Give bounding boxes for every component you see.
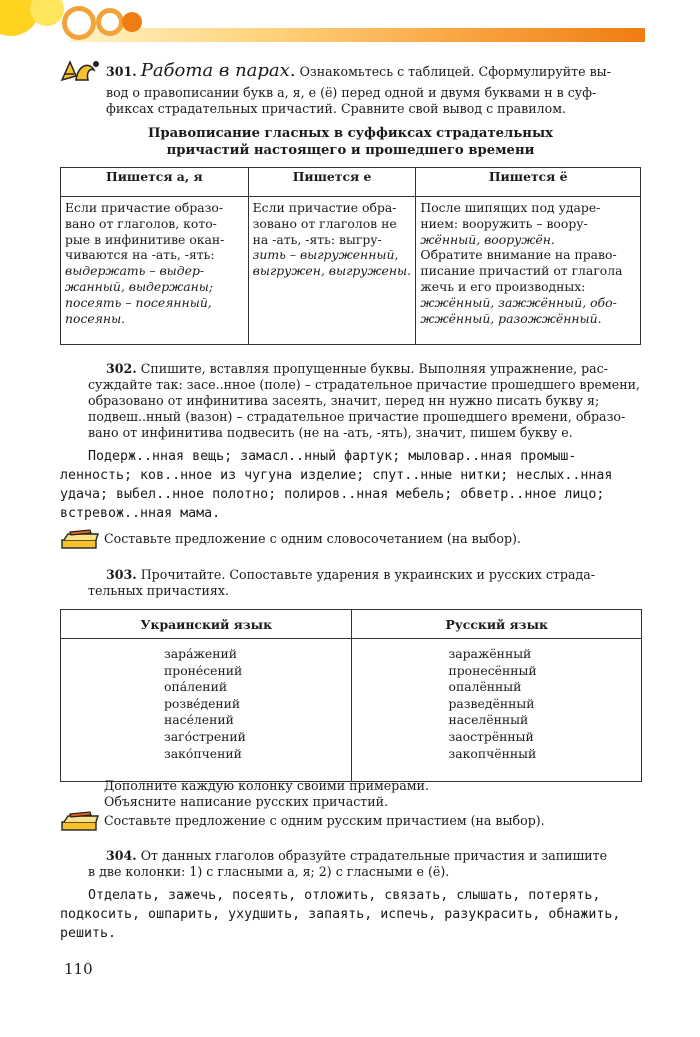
cell-line: жжённый, зажжённый, обо- [420, 294, 617, 310]
ukrainian-word: проне́сений [164, 662, 243, 678]
spelling-rule-table [60, 167, 641, 345]
ex302-line: вано от инфинитива подвесить (не на -ать, -ять), значит, пишем букву е. [88, 425, 573, 440]
cell-line: посеяны. [65, 310, 126, 326]
ex302-number: 302. [106, 361, 137, 376]
ex301-intro-line1: Ознакомьтесь с таблицей. Сформулируйте вы- [299, 64, 611, 79]
ex302-line: образовано от инфинитива засеять, значит, перед нн нужно писать букву я; [88, 393, 600, 408]
cell-line: рые в инфинитиве окан- [65, 231, 225, 247]
ex303-after-line: Дополните каждую колонку своими примерами. [104, 778, 429, 793]
cell-line: Если причастие обра- [252, 200, 397, 215]
table1-title [60, 125, 641, 159]
russian-word: опалённый [448, 679, 522, 695]
cell-line: зовано от глаголов не [252, 215, 397, 231]
ex302-exercise-line: удача; выбел..нное полотно; полиров..нная мебель; обветр..нное лицо; [60, 487, 605, 502]
page-number: 110 [64, 960, 93, 978]
table1-body-row [61, 197, 641, 345]
russian-word: заострённый [448, 728, 534, 744]
table1-header: Пишется а, я [61, 168, 249, 197]
cell-line: жанный, выдержаны; [65, 278, 214, 294]
ex301-intro-line2: вод о правописании букв а, я, е (ё) перед одной и двумя буквами н в суф- [106, 85, 597, 100]
russian-column [352, 639, 642, 782]
pair-work-icon [60, 58, 100, 84]
russian-word: закопчённый [448, 745, 537, 761]
table2-header-row [61, 610, 642, 639]
ukrainian-word: зако́пчений [164, 745, 242, 761]
cell-line: жечь и его производных: [420, 278, 586, 294]
ex301-heading: Работа в парах. [140, 60, 296, 81]
stress-comparison-table [60, 609, 642, 782]
cell-line: выдержать – выдер- [65, 263, 205, 279]
ex303-number: 303. [106, 567, 137, 582]
table2-body-row [61, 639, 642, 782]
ex304-line: в две колонки: 1) с гласными а, я; 2) с гласными е (ё). [88, 864, 450, 879]
cell-line: посеять – посеянный, [65, 294, 212, 310]
ex301-intro-line3: фиксах страдательных причастий. Сравните свой вывод с правилом. [106, 101, 566, 116]
table1-cell-a-ya [61, 197, 249, 345]
ukrainian-word: розве́дений [164, 695, 241, 711]
cell-line: вано от глаголов, кото- [65, 215, 217, 231]
cell-line: жжённый, разожжённый. [420, 310, 602, 326]
table2-header: Русский язык [352, 610, 642, 639]
ex304-exercise-line: подкосить, ошпарить, ухудшить, запаять, испечь, разукрасить, обнажить, [60, 907, 621, 922]
ex303-intro [106, 567, 642, 583]
decor-circle [122, 12, 142, 32]
ex303-line: Прочитайте. Сопоставьте ударения в украинских и русских страда- [140, 567, 595, 582]
ukrainian-word: заго́стрений [164, 728, 246, 744]
cell-line: Если причастие образо- [65, 200, 224, 215]
table1-cell-e [248, 197, 416, 345]
russian-word: населённый [448, 712, 529, 728]
ex304-exercise-line: Отделать, зажечь, посеять, отложить, связать, слышать, потерять, [88, 888, 601, 903]
ex302-line: подвеш..нный (вазон) – страдательное причастие прошедшего времени, образо- [88, 409, 626, 424]
header-decoration-bar [70, 28, 645, 42]
table1-cell-yo [416, 197, 641, 345]
table1-title-line1: Правописание гласных в суффиксах страдательных [147, 126, 554, 141]
cell-line: жённый, вооружён. [420, 231, 555, 247]
cell-line: зить – выгруженный, [252, 247, 399, 263]
table2-header: Украинский язык [61, 610, 352, 639]
cell-line: на -ать, -ять: выгру- [252, 231, 382, 247]
ex304-intro [106, 848, 642, 864]
cell-line: Обратите внимание на право- [420, 247, 617, 263]
ex302-exercise-line: ленность; ков..нное из чугуна изделие; спут..нные нитки; неслых..нная [60, 468, 613, 483]
ex304-number: 304. [106, 848, 137, 863]
ex304-exercise-line: решить. [60, 926, 117, 941]
table1-header-row [61, 168, 641, 197]
ex302-line: Спишите, вставляя пропущенные буквы. Выполняя упражнение, рас- [140, 361, 608, 376]
ex301-intro [106, 60, 642, 81]
table1-title-line2: причастий настоящего и прошедшего времени [166, 143, 535, 158]
ex301-number: 301. [106, 64, 137, 79]
table1-header: Пишется ё [416, 168, 641, 197]
russian-word: заражённый [448, 646, 532, 661]
ukrainian-word: зара́жений [164, 646, 237, 661]
cell-line: писание причастий от глагола [420, 263, 623, 279]
ex302-task: Составьте предложение с одним словосочетанием (на выбор). [104, 531, 521, 546]
russian-word: пронесённый [448, 662, 537, 678]
pencil-book-icon [60, 810, 100, 832]
ex302-exercise-line: Подерж..нная вещь; замасл..нный фартук; мыловар..нная промыш- [88, 449, 577, 464]
ex302-line: суждайте так: засе..нное (поле) – страдательное причастие прошедшего времени, [88, 377, 641, 392]
table1-header: Пишется е [248, 168, 416, 197]
cell-line: чиваются на -ать, -ять: [65, 247, 215, 263]
ex302-exercise-line: встревож..нная мама. [60, 506, 221, 521]
ex302-instructions [106, 361, 642, 377]
ex303-after-line: Объясните написание русских причастий. [104, 794, 389, 809]
decor-ring [96, 8, 124, 36]
cell-line: выгружен, выгружены. [252, 263, 412, 279]
pencil-book-icon [60, 528, 100, 550]
ukrainian-word: опа́лений [164, 679, 228, 695]
ex304-line: От данных глаголов образуйте страдательные причастия и запишите [140, 848, 608, 863]
ex303-line: тельных причастиях. [88, 583, 229, 598]
decor-ring [62, 6, 96, 40]
ex303-task: Составьте предложение с одним русским причастием (на выбор). [104, 813, 545, 828]
ukrainian-word: насе́лений [164, 712, 234, 728]
cell-line: нием: вооружить – воору- [420, 215, 588, 231]
ukrainian-column [61, 639, 352, 782]
russian-word: разведённый [448, 695, 535, 711]
cell-line: После шипящих под ударе- [420, 200, 601, 215]
